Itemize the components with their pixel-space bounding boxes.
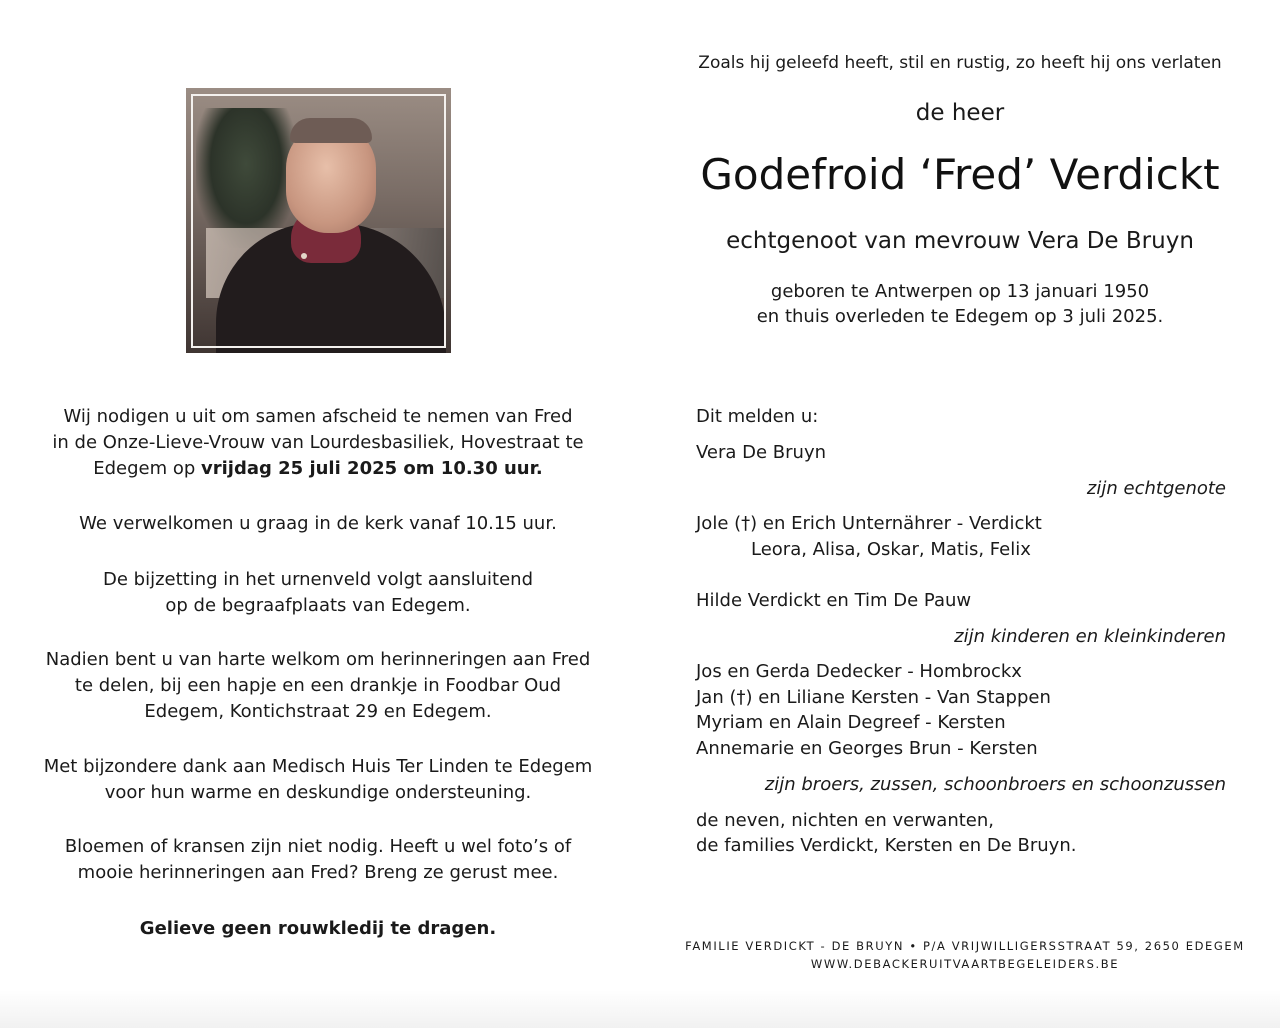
spouse-name: Vera De Bruyn (696, 442, 827, 463)
photo-frame (191, 94, 446, 348)
thanks-line-1: Met bijzondere dank aan Medisch Huis Ter Linden te Edegem (43, 756, 593, 777)
portrait-photo (186, 88, 451, 353)
dress-code: Gelieve geen rouwkledij te dragen. (139, 918, 497, 939)
welcome-line: We verwelkomen u graag in de kerk vanaf 10.15 uur. (79, 513, 557, 534)
siblings-role: zijn broers, zussen, schoonbroers en schoonzussen (764, 774, 1226, 795)
child-family-2: Hilde Verdickt en Tim De Pauw (696, 590, 972, 611)
announcement-intro: Dit melden u: (696, 406, 819, 427)
sibling-family-2: Jan (†) en Liliane Kersten - Van Stappen (696, 687, 1051, 708)
sibling-family-4: Annemarie en Georges Brun - Kersten (696, 738, 1038, 759)
sibling-family-1: Jos en Gerda Dedecker - Hombrockx (696, 661, 1022, 682)
invitation-line-3 (30, 458, 606, 479)
spouse-line: echtgenoot van mevrouw Vera De Bruyn (726, 228, 1194, 254)
relatives-line-2: de families Verdickt, Kersten en De Bruyn. (696, 835, 1077, 856)
invitation-line-2: in de Onze-Lieve-Vrouw van Lourdesbasiliek, Hovestraat te (52, 432, 584, 453)
title-prefix: de heer (915, 100, 1005, 126)
flowers-line-1: Bloemen of kransen zijn niet nodig. Heeft u wel foto’s of (64, 836, 572, 857)
children-role: zijn kinderen en kleinkinderen (954, 626, 1226, 647)
invitation-line-1: Wij nodigen u uit om samen afscheid te nemen van Fred (63, 406, 573, 427)
opening-quote: Zoals hij geleefd heeft, stil en rustig, zo heeft hij ons verlaten (698, 53, 1222, 73)
death-line: en thuis overleden te Edegem op 3 juli 2025. (756, 306, 1164, 327)
reception-line-3: Edegem, Kontichstraat 29 en Edegem. (144, 701, 492, 722)
flowers-line-2: mooie herinneringen aan Fred? Breng ze gerust mee. (77, 862, 559, 883)
burial-line-1: De bijzetting in het urnenveld volgt aansluitend (102, 569, 534, 590)
page-bottom-shade (0, 990, 1280, 1028)
reception-line-2: te delen, bij een hapje en een drankje in Foodbar Oud (74, 675, 562, 696)
spouse-role: zijn echtgenote (1086, 478, 1226, 499)
burial-line-2: op de begraafplaats van Edegem. (165, 595, 471, 616)
grandchildren-line: Leora, Alisa, Oskar, Matis, Felix (751, 539, 1031, 560)
deceased-name: Godefroid ‘Fred’ Verdickt (700, 150, 1220, 199)
footer-address: FAMILIE VERDICKT - DE BRUYN • P/A VRIJWILLIGERSSTRAAT 59, 2650 EDEGEM (685, 939, 1245, 953)
invitation-date-prefix: Edegem op (93, 458, 201, 479)
thanks-line-2: voor hun warme en deskundige ondersteuning. (104, 782, 532, 803)
footer-website: WWW.DEBACKERUITVAARTBEGELEIDERS.BE (810, 957, 1120, 971)
sibling-family-3: Myriam en Alain Degreef - Kersten (696, 712, 1006, 733)
relatives-line-1: de neven, nichten en verwanten, (696, 810, 995, 831)
invitation-date: vrijdag 25 juli 2025 om 10.30 uur. (201, 458, 543, 479)
birth-line: geboren te Antwerpen op 13 januari 1950 (770, 281, 1150, 302)
child-family-1: Jole (†) en Erich Unternährer - Verdickt (696, 513, 1042, 534)
reception-line-1: Nadien bent u van harte welkom om herinneringen aan Fred (45, 649, 591, 670)
